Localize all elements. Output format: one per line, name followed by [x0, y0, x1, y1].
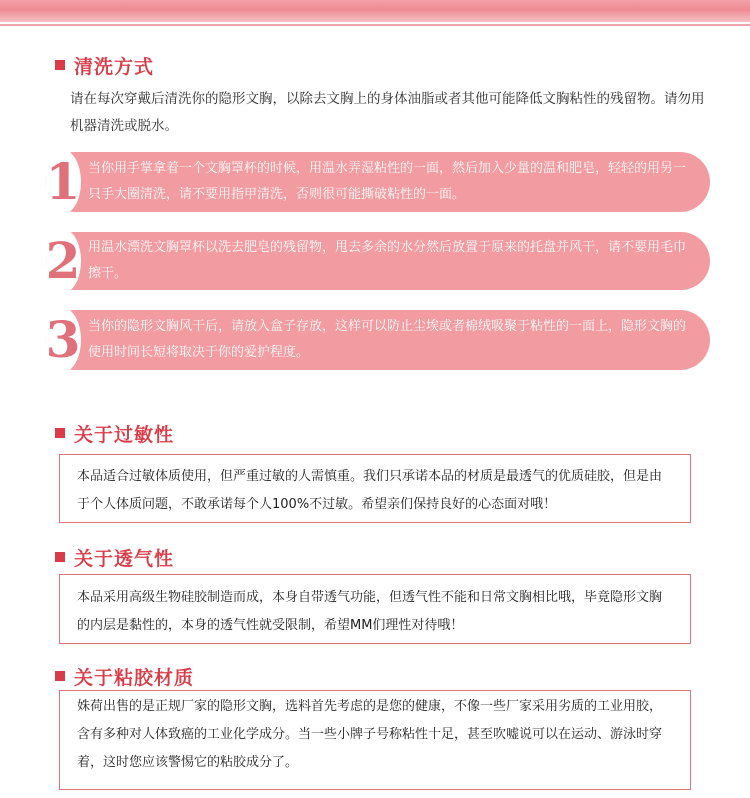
washing-step-2: [45, 232, 710, 290]
section-title: 关于过敏性: [74, 423, 175, 446]
allergy-text: 本品适合过敏体质使用，但严重过敏的人需慎重。我们只承诺本品的材质是最透气的优质硅胶，但是由于个人体质问题，不敢承诺每个人100%不过敏。希望亲们保持良好的心态面对哦！: [77, 469, 663, 512]
breathability-text: 本品采用高级生物硅胶制造而成，本身自带透气功能，但透气性不能和日常文胸相比哦，毕竟隐形文胸的内层是黏性的，本身的透气性就受限制，希望MM们理性对待哦！: [77, 590, 663, 633]
section-bullet-icon: [55, 428, 65, 438]
breathability-note-box: [59, 574, 691, 644]
section-title: 关于透气性: [74, 547, 175, 570]
top-decorative-band: [0, 0, 750, 22]
section-header-adhesive: [55, 664, 194, 688]
top-divider-line: [0, 24, 750, 26]
adhesive-note-box: [59, 690, 691, 790]
step-text: 当你的隐形文胸风干后，请放入盒子存放，这样可以防止尘埃或者棉绒吸聚于粘性的一面上，隐形文胸的使用时间长短将取决于你的爱护程度。: [88, 319, 687, 360]
section-title: 关于粘胶材质: [74, 666, 195, 689]
step-text: 当你用手掌拿着一个文胸罩杯的时候，用温水弄湿粘性的一面，然后加入少量的温和肥皂，轻轻的用另一只手大圈清洗，请不要用指甲清洗，否则很可能撕破粘性的一面。: [88, 161, 687, 202]
washing-step-1: [45, 152, 710, 212]
section-bullet-icon: [55, 60, 65, 70]
section-header-washing: [55, 53, 154, 77]
adhesive-text: 姝荷出售的是正规厂家的隐形文胸，选料首先考虑的是您的健康，不像一些厂家采用劣质的工业用胶，含有多种对人体致癌的工业化学成分。当一些小牌子号称粘性十足，甚至吹嘘说可以在运动、游泳时穿着，这时您应该警惕它的粘胶成分了。: [77, 699, 663, 770]
section-header-allergy: [55, 421, 174, 445]
step-number-badge: 3: [45, 308, 81, 372]
section-bullet-icon: [55, 552, 65, 562]
step-number-badge: 1: [45, 150, 81, 214]
washing-intro-text: 请在每次穿戴后清洗你的隐形文胸，以除去文胸上的身体油脂或者其他可能降低文胸粘性的残留物。请勿用机器清洗或脱水。: [70, 91, 705, 134]
section-title: 清洗方式: [74, 55, 155, 78]
allergy-note-box: [59, 454, 691, 523]
section-header-breathability: [55, 545, 174, 569]
step-number-badge: 2: [45, 229, 81, 293]
section-bullet-icon: [55, 671, 65, 681]
washing-step-3: [45, 310, 710, 370]
step-text: 用温水漂洗文胸罩杯以洗去肥皂的残留物，甩去多余的水分然后放置于原来的托盘并风干，请不要用毛巾擦干。: [88, 240, 687, 281]
